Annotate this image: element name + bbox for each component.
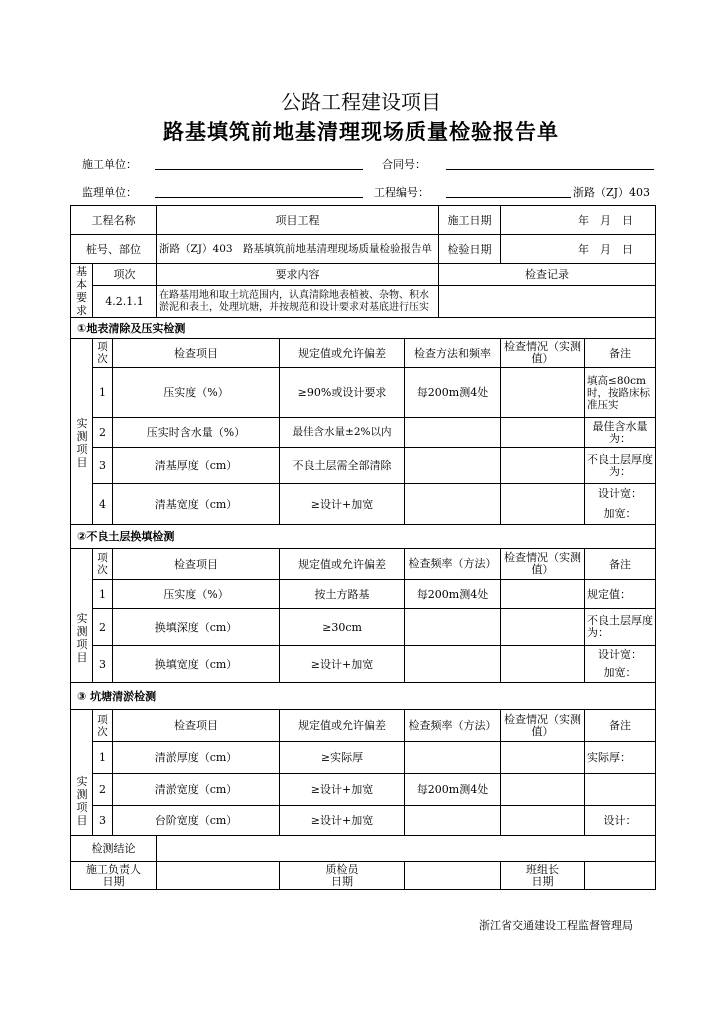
construction-date-label: 施工日期 bbox=[439, 206, 501, 235]
s3-row-result[interactable] bbox=[501, 806, 585, 836]
basic-requirement-text: 在路基用地和取土坑范围内，认真清除地表植被、杂物、积水淤泥和表土，处理坑塘，并按规范和设计要求对基底进行压实 bbox=[157, 286, 439, 318]
s1-side-label: 实测项目 bbox=[76, 417, 88, 469]
s1-row-method bbox=[405, 484, 501, 525]
s1-row-spec: 最佳含水量±2%以内 bbox=[280, 418, 405, 448]
conclusion-label: 检测结论 bbox=[71, 836, 157, 862]
s1-row-no: 4 bbox=[93, 484, 113, 525]
s1-header-result: 检查情况（实测值） bbox=[501, 339, 585, 368]
s2-row-method bbox=[405, 646, 501, 683]
s1-row-item: 压实度（%） bbox=[113, 368, 280, 418]
s2-row-method: 每200m测4处 bbox=[405, 580, 501, 609]
s3-row-note: 实际厚： bbox=[585, 742, 656, 774]
contractor-label: 施工单位： bbox=[82, 158, 137, 171]
s3-row-method: 每200m测4处 bbox=[405, 774, 501, 806]
team-leader-label: 班组长 日期 bbox=[501, 862, 585, 890]
section2-title: ②不良土层换填检测 bbox=[71, 525, 656, 549]
s1-row-spec: 不良土层需全部清除 bbox=[280, 448, 405, 484]
s2-side-label: 实测项目 bbox=[76, 612, 88, 664]
s1-header-no: 项次 bbox=[93, 339, 113, 368]
s3-header-method: 检查频率（方法） bbox=[405, 710, 501, 742]
quality-inspector-signature[interactable] bbox=[405, 862, 501, 890]
contract-no-label: 合同号： bbox=[382, 158, 426, 171]
s2-row-no: 1 bbox=[93, 580, 113, 609]
s2-row-note: 不良土层厚度为： bbox=[585, 609, 656, 646]
s2-row-spec: 按土方路基 bbox=[280, 580, 405, 609]
s2-row-method bbox=[405, 609, 501, 646]
basic-record-value[interactable] bbox=[439, 286, 656, 318]
s2-header-result: 检查情况（实测值） bbox=[501, 549, 585, 580]
s3-side-label: 实测项目 bbox=[76, 775, 88, 827]
site-manager-signature[interactable] bbox=[157, 862, 280, 890]
s1-header-method: 检查方法和频率 bbox=[405, 339, 501, 368]
s1-row-note: 不良土层厚度为： bbox=[585, 448, 656, 484]
basic-requirement-header: 要求内容 bbox=[157, 264, 439, 286]
s3-row-no: 2 bbox=[93, 774, 113, 806]
form-code: 浙路（ZJ）403 bbox=[573, 186, 651, 199]
s3-header-no: 项次 bbox=[93, 710, 113, 742]
contractor-field[interactable] bbox=[155, 169, 363, 170]
s2-row-item: 换填宽度（cm） bbox=[113, 646, 280, 683]
s1-row-item: 清基宽度（cm） bbox=[113, 484, 280, 525]
s3-row-no: 3 bbox=[93, 806, 113, 836]
s1-row-note: 最佳含水量为： bbox=[585, 418, 656, 448]
construction-date-value[interactable]: 年 月 日 bbox=[501, 206, 656, 235]
section1-title: ①地表清除及压实检测 bbox=[71, 318, 656, 339]
s1-row-no: 2 bbox=[93, 418, 113, 448]
s2-row-note bbox=[585, 646, 656, 683]
s2-header-no: 项次 bbox=[93, 549, 113, 580]
s2-header-method: 检查频率（方法） bbox=[405, 549, 501, 580]
s1-note-design-width: 设计宽： bbox=[598, 487, 643, 500]
inspection-table bbox=[70, 205, 656, 890]
s2-row-item: 换填深度（cm） bbox=[113, 609, 280, 646]
s3-row-spec: ≥实际厚 bbox=[280, 742, 405, 774]
document-title: 公路工程建设项目 bbox=[281, 90, 441, 114]
s3-row-spec: ≥设计+加宽 bbox=[280, 806, 405, 836]
s3-header-item: 检查项目 bbox=[113, 710, 280, 742]
s1-row-result[interactable] bbox=[501, 484, 585, 525]
s1-row-spec: ≥设计+加宽 bbox=[280, 484, 405, 525]
project-no-field[interactable] bbox=[446, 197, 571, 198]
s1-row-no: 1 bbox=[93, 368, 113, 418]
s1-row-result[interactable] bbox=[501, 448, 585, 484]
s1-note-widening: 加宽： bbox=[603, 507, 637, 520]
site-manager-label: 施工负责人 日期 bbox=[71, 862, 157, 890]
s3-row-result[interactable] bbox=[501, 742, 585, 774]
supervisor-field[interactable] bbox=[155, 197, 363, 198]
s2-row-result[interactable] bbox=[501, 646, 585, 683]
s3-row-spec: ≥设计+加宽 bbox=[280, 774, 405, 806]
s3-row-item: 台阶宽度（cm） bbox=[113, 806, 280, 836]
document-subtitle: 路基填筑前地基清理现场质量检验报告单 bbox=[163, 120, 559, 144]
s3-row-method bbox=[405, 742, 501, 774]
s1-header-spec: 规定值或允许偏差 bbox=[280, 339, 405, 368]
s1-row-note: 填高≤80cm时，按路床标准压实 bbox=[585, 368, 656, 418]
s3-row-result[interactable] bbox=[501, 774, 585, 806]
basic-record-header: 检查记录 bbox=[439, 264, 656, 286]
s1-row-method: 每200m测4处 bbox=[405, 368, 501, 418]
s2-note-design-width: 设计宽： bbox=[598, 648, 643, 661]
project-name-value: 项目工程 bbox=[157, 206, 439, 235]
team-leader-signature[interactable] bbox=[585, 862, 656, 890]
s2-header-spec: 规定值或允许偏差 bbox=[280, 549, 405, 580]
s1-header-item: 检查项目 bbox=[113, 339, 280, 368]
s1-row-item: 压实时含水量（%） bbox=[113, 418, 280, 448]
s3-row-note: 设计： bbox=[585, 806, 656, 836]
s2-row-item: 压实度（%） bbox=[113, 580, 280, 609]
inspection-date-value[interactable]: 年 月 日 bbox=[501, 235, 656, 264]
s3-row-item: 清淤厚度（cm） bbox=[113, 742, 280, 774]
project-name-label: 工程名称 bbox=[71, 206, 157, 235]
s1-row-result[interactable] bbox=[501, 418, 585, 448]
s1-row-method bbox=[405, 448, 501, 484]
conclusion-value[interactable] bbox=[157, 836, 656, 862]
s1-row-item: 清基厚度（cm） bbox=[113, 448, 280, 484]
s3-row-no: 1 bbox=[93, 742, 113, 774]
station-label: 桩号、部位 bbox=[71, 235, 157, 264]
project-no-label: 工程编号： bbox=[374, 186, 429, 199]
section3-title: ③ 坑塘清淤检测 bbox=[71, 683, 656, 710]
basic-item-header: 项次 bbox=[93, 264, 157, 286]
s3-header-note: 备注 bbox=[585, 710, 656, 742]
s2-row-note: 规定值： bbox=[585, 580, 656, 609]
s1-row-note bbox=[585, 484, 656, 525]
s3-row-item: 清淤宽度（cm） bbox=[113, 774, 280, 806]
s3-header-result: 检查情况（实测值） bbox=[501, 710, 585, 742]
basic-requirements-label: 基本要求 bbox=[71, 264, 93, 318]
inspection-date-label: 检验日期 bbox=[439, 235, 501, 264]
s2-note-widening: 加宽： bbox=[603, 666, 637, 679]
s1-row-spec: ≥90%或设计要求 bbox=[280, 368, 405, 418]
s3-row-method bbox=[405, 806, 501, 836]
s2-row-result[interactable] bbox=[501, 609, 585, 646]
s1-row-method bbox=[405, 418, 501, 448]
footer-agency: 浙江省交通建设工程监督管理局 bbox=[479, 919, 633, 932]
s2-row-spec: ≥30cm bbox=[280, 609, 405, 646]
s2-header-item: 检查项目 bbox=[113, 549, 280, 580]
basic-item-no: 4.2.1.1 bbox=[93, 286, 157, 318]
s3-header-spec: 规定值或允许偏差 bbox=[280, 710, 405, 742]
s2-row-no: 2 bbox=[93, 609, 113, 646]
s1-header-note: 备注 bbox=[585, 339, 656, 368]
s1-row-no: 3 bbox=[93, 448, 113, 484]
station-value: 浙路（ZJ）403 路基填筑前地基清理现场质量检验报告单 bbox=[157, 235, 439, 264]
s3-row-note bbox=[585, 774, 656, 806]
s2-row-spec: ≥设计+加宽 bbox=[280, 646, 405, 683]
s2-header-note: 备注 bbox=[585, 549, 656, 580]
s2-row-no: 3 bbox=[93, 646, 113, 683]
s2-row-result[interactable] bbox=[501, 580, 585, 609]
quality-inspector-label: 质检员 日期 bbox=[280, 862, 405, 890]
contract-no-field[interactable] bbox=[446, 169, 654, 170]
s1-row-result[interactable] bbox=[501, 368, 585, 418]
supervisor-label: 监理单位： bbox=[82, 186, 137, 199]
